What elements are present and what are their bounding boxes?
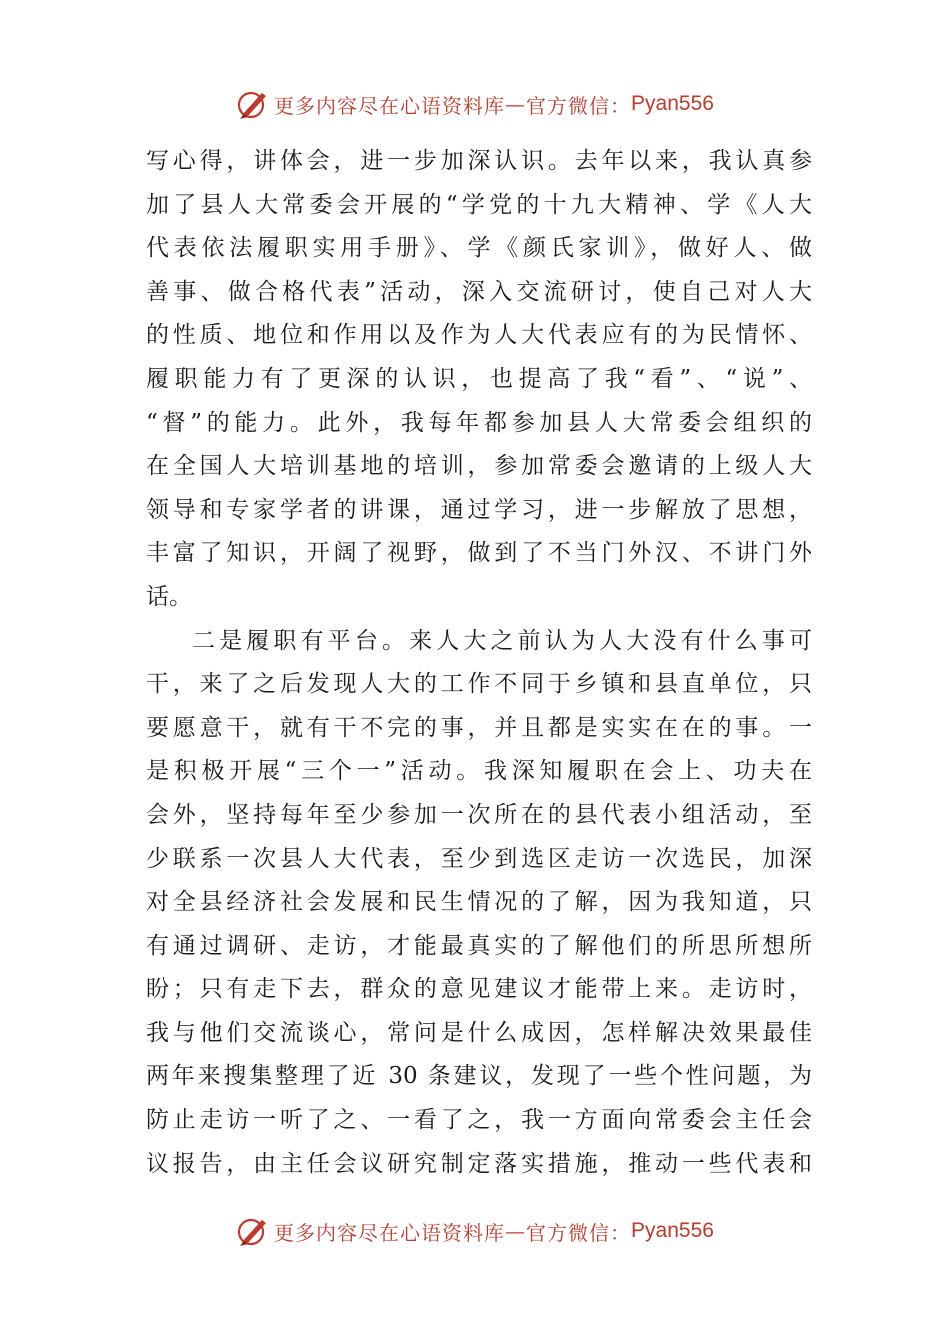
banner-wechat-label: 官方微信： [526,93,632,118]
pen-logo-icon [236,1214,270,1248]
footer-watermark-banner [0,1211,950,1251]
text-line: 加了县人大常委会开展的“学党的十九大精神、学《人大 [146,191,812,218]
text-line: 两年来搜集整理了近 30 条建议，发现了一些个性问题，为 [146,1063,812,1090]
banner-site-text: 更多内容尽在心语资料库 [274,1220,506,1245]
header-watermark-banner [0,84,950,124]
pen-logo-icon [236,87,270,121]
text-line: 话。 [146,583,192,610]
banner-dash: — [505,1219,527,1243]
banner-dash: — [505,92,527,116]
text-line: 有通过调研、走访，才能最真实的了解他们的所思所想所 [146,932,812,959]
text-line: 干，来了之后发现人大的工作不同于乡镇和县直单位，只 [146,671,812,698]
text-line: 少联系一次县人大代表，至少到选区走访一次选民，加深 [146,845,812,872]
text-line: 防止走访一听了之、一看了之，我一方面向常委会主任会 [146,1107,812,1134]
banner-site-text: 更多内容尽在心语资料库 [274,93,506,118]
text-line: 写心得，讲体会，进一步加深认识。去年以来，我认真参 [146,148,812,174]
text-line: 会外，坚持每年至少参加一次所在的县代表小组活动，至 [146,801,812,828]
banner-wechat-id: Pyan556 [631,92,714,115]
text-line: 在全国人大培训基地的培训，参加常委会邀请的上级人大 [146,453,812,480]
text-line: 我与他们交流谈心，常问是什么成因，怎样解决效果最佳 [146,1019,812,1046]
text-line: 的性质、地位和作用以及作为人大代表应有的为民情怀、 [146,322,812,349]
text-line: 要愿意干，就有干不完的事，并且都是实实在在的事。一 [146,714,812,741]
text-line: 丰富了知识，开阔了视野，做到了不当门外汉、不讲门外 [146,540,812,567]
text-line: “督”的能力。此外，我每年都参加县人大常委会组织的 [146,409,812,436]
text-line: 代表依法履职实用手册》、学《颜氏家训》，做好人、做 [146,235,812,262]
banner-wechat-label: 官方微信： [526,1220,632,1245]
text-line: 履职能力有了更深的认识，也提高了我“看”、“说”、 [146,365,812,392]
text-line: 盼；只有走下去，群众的意见建议才能带上来。走访时， [146,976,812,1003]
text-line: 领导和专家学者的讲课，通过学习，进一步解放了思想， [146,496,812,523]
text-line: 对全县经济社会发展和民生情况的了解，因为我知道，只 [146,889,812,916]
banner-wechat-id: Pyan556 [631,1219,714,1242]
document-body [146,140,812,1186]
text-line: 善事、做合格代表”活动，深入交流研讨，使自己对人大 [146,278,812,305]
paragraph-start-line: 二是履职有平台。来人大之前认为人大没有什么事可 [192,627,812,654]
text-line: 议报告，由主任会议研究制定落实措施，推动一些代表和 [146,1150,812,1177]
text-line: 是积极开展“三个一”活动。我深知履职在会上、功夫在 [146,758,812,785]
